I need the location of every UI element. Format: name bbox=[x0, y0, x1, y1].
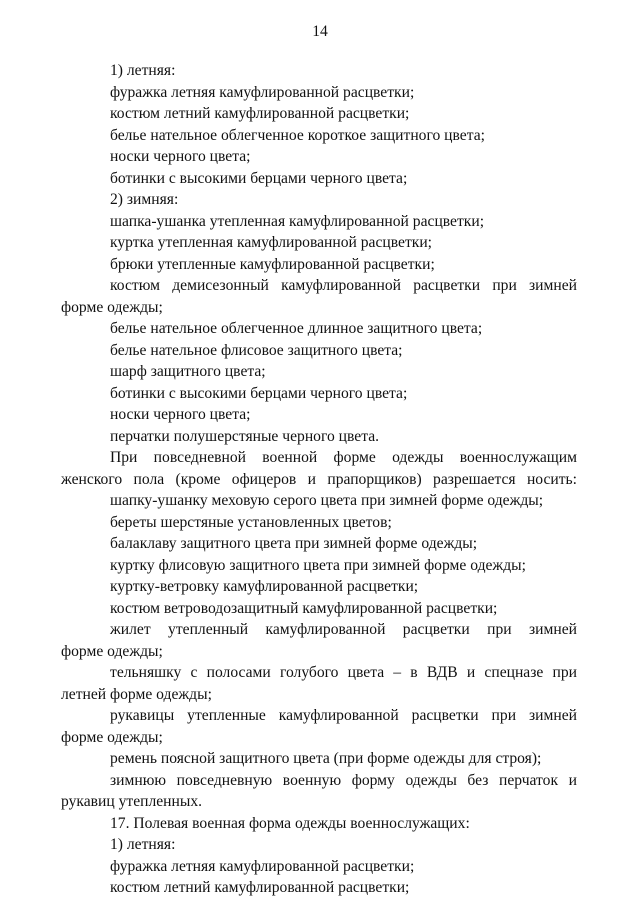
text-line: шапку-ушанку меховую серого цвета при зимней форме одежды; bbox=[110, 492, 544, 509]
text-line: куртка утепленная камуфлированной расцветки; bbox=[110, 234, 433, 251]
text-line: куртку флисовую защитного цвета при зимней форме одежды; bbox=[110, 556, 526, 574]
text-line: тельняшку с полосами голубого цвета – в ВДВ и спецназе при bbox=[110, 664, 577, 681]
text-line: носки черного цвета; bbox=[110, 148, 251, 165]
text-line: женского пола (кроме офицеров и прапорщиков) разрешается носить: bbox=[61, 470, 577, 488]
text-line: жилет утепленный камуфлированной расцветки при зимней bbox=[110, 621, 577, 638]
text-line: белье нательное флисовое защитного цвета; bbox=[110, 341, 403, 359]
text-line: балаклаву защитного цвета при зимней форме одежды; bbox=[110, 535, 478, 552]
text-line: шарф защитного цвета; bbox=[110, 363, 266, 380]
text-line: шапка-ушанка утепленная камуфлированной расцветки; bbox=[110, 212, 485, 230]
text-line: зимнюю повседневную военную форму одежды без перчаток и bbox=[110, 771, 577, 789]
text-line: ботинки с высокими берцами черного цвета; bbox=[110, 169, 408, 187]
text-line: рукавицы утепленные камуфлированной расцветки при зимней bbox=[110, 707, 577, 724]
text-line: фуражка летняя камуфлированной расцветки; bbox=[110, 857, 415, 875]
text-line: При повседневной военной форме одежды военнослужащим bbox=[110, 449, 577, 466]
text-line: рукавиц утепленных. bbox=[61, 793, 203, 810]
text-line: брюки утепленные камуфлированной расцветки; bbox=[110, 255, 435, 273]
text-line: куртку-ветровку камуфлированной расцветки; bbox=[110, 578, 419, 595]
text-line: 17. Полевая военная форма одежды военнослужащих: bbox=[110, 814, 470, 832]
text-line: ремень поясной защитного цвета (при форме одежды для строя); bbox=[110, 750, 542, 767]
text-line: носки черного цвета; bbox=[110, 406, 251, 423]
text-line: перчатки полушерстяные черного цвета. bbox=[110, 427, 380, 445]
text-line: форме одежды; bbox=[61, 298, 163, 316]
text-line: береты шерстяные установленных цветов; bbox=[110, 513, 392, 531]
text-line: летней форме одежды; bbox=[61, 685, 212, 703]
text-line: костюм летний камуфлированной расцветки; bbox=[110, 879, 410, 896]
text-line: форме одежды; bbox=[61, 642, 163, 660]
text-line: костюм ветроводозащитный камуфлированной расцветки; bbox=[110, 599, 498, 617]
body-text bbox=[61, 60, 577, 899]
text-line: форме одежды; bbox=[61, 728, 163, 746]
page-number: 14 bbox=[312, 23, 328, 40]
text-line: белье нательное облегченное длинное защитного цвета; bbox=[110, 320, 483, 337]
text-line: 1) летняя: bbox=[110, 836, 176, 853]
text-line: 1) летняя: bbox=[110, 62, 176, 79]
text-line: фуражка летняя камуфлированной расцветки; bbox=[110, 83, 415, 101]
text-line: костюм летний камуфлированной расцветки; bbox=[110, 105, 410, 122]
text-line: 2) зимняя: bbox=[110, 191, 179, 208]
text-line: ботинки с высокими берцами черного цвета; bbox=[110, 384, 408, 402]
text-line: костюм демисезонный камуфлированной расцветки при зимней bbox=[110, 277, 577, 294]
text-line: белье нательное облегченное короткое защитного цвета; bbox=[110, 126, 485, 144]
